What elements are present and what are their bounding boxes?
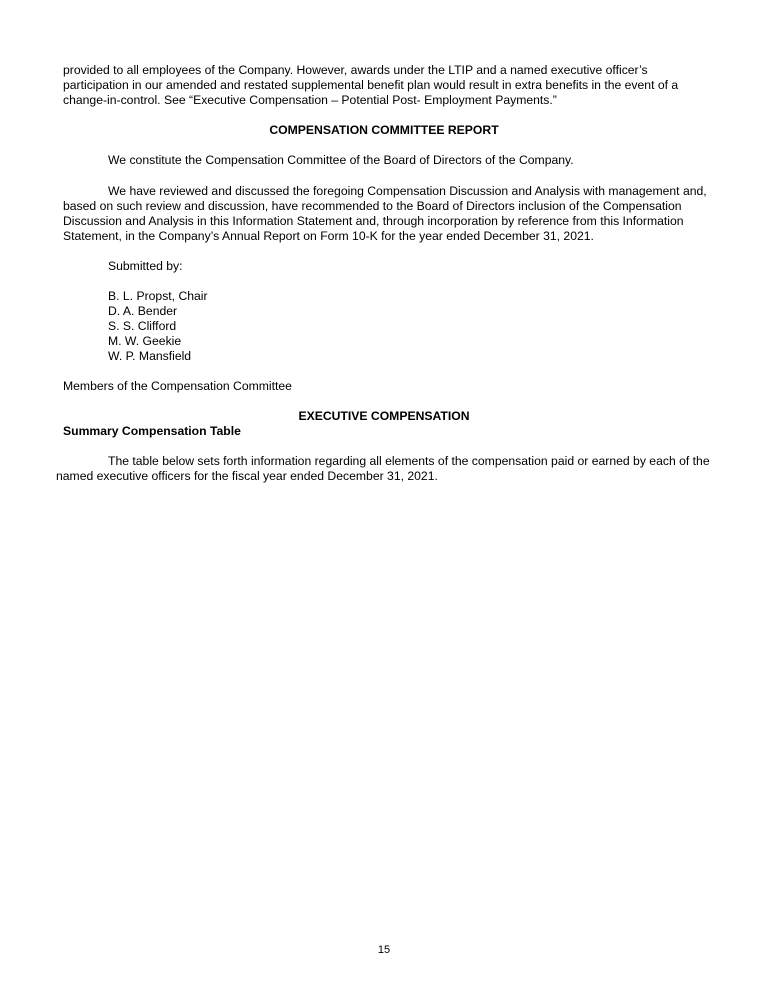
compensation-committee-report-heading: COMPENSATION COMMITTEE REPORT — [269, 123, 499, 137]
intro-paragraph: provided to all employees of the Company. However, awards under the LTIP and a named executive officer’s participation in our amended and restated supplemental benefit plan would result in extra benefits in the event of a change-in-control. See “Executive Compensation – Potential Post- Employment Payments.” — [63, 63, 679, 107]
review-discussion-paragraph: We have reviewed and discussed the foregoing Compensation Discussion and Analysis with management and, based on such review and discussion, have recommended to the Board of Directors inclusion of the Compensation Discussion and Analysis in this Information Statement and, through incorporation by reference from this Information Statement, in the Company’s Annual Report on Form 10-K for the year ended December 31, 2021. — [63, 184, 707, 243]
signer-name: D. A. Bender — [108, 304, 178, 318]
page-number: 15 — [377, 944, 391, 956]
signer-name: S. S. Clifford — [108, 319, 177, 333]
signer-name: B. L. Propst, Chair — [108, 289, 208, 303]
committee-members-line: Members of the Compensation Committee — [63, 379, 292, 393]
signer-name: W. P. Mansfield — [108, 349, 192, 363]
table-intro-paragraph — [56, 454, 713, 484]
summary-compensation-table-subheading: Summary Compensation Table — [63, 424, 241, 438]
signer-name: M. W. Geekie — [108, 334, 182, 348]
committee-constitution-paragraph: We constitute the Compensation Committee of the Board of Directors of the Company. — [108, 153, 574, 167]
submitted-by-label: Submitted by: — [108, 259, 183, 273]
committee-signers-list — [108, 289, 208, 364]
executive-compensation-heading: EXECUTIVE COMPENSATION — [298, 409, 470, 423]
table-intro-text: The table below sets forth information regarding all elements of the compensation paid or earned by each of the named executive officers for the fiscal year ended December 31, 2021. — [56, 454, 710, 483]
